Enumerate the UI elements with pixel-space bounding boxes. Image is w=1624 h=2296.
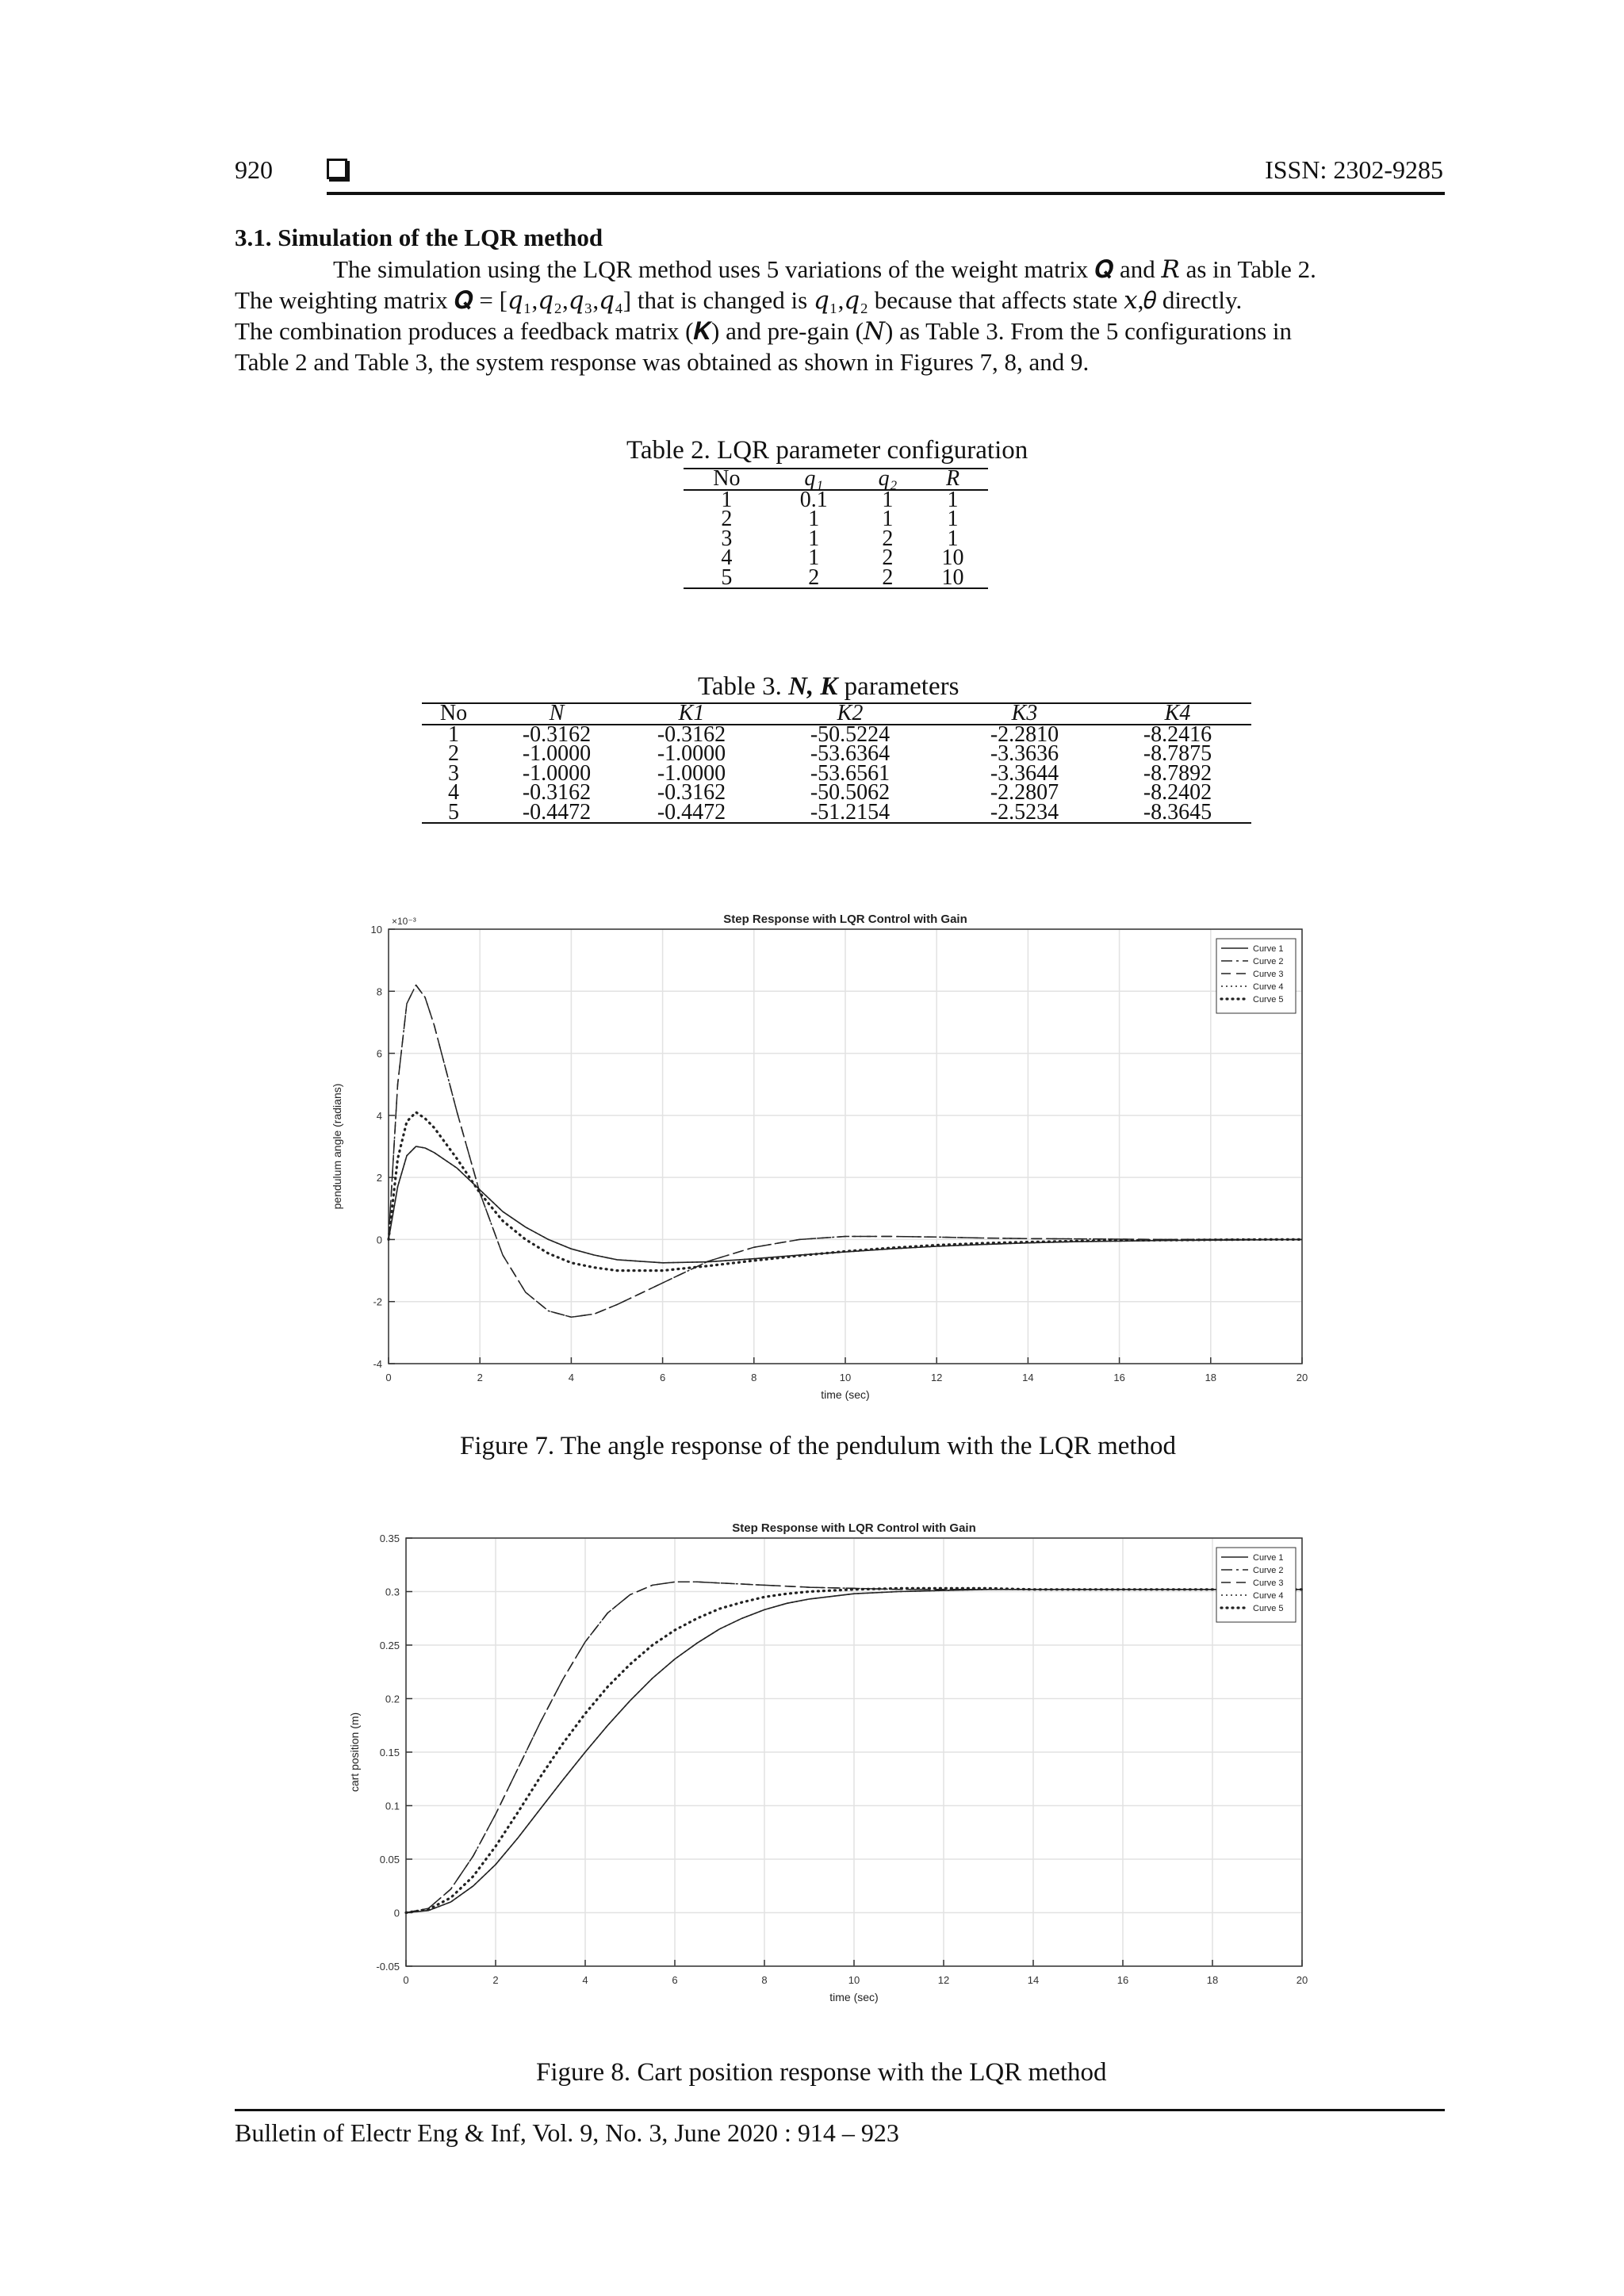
table3-cell: -1.0000 bbox=[657, 760, 726, 786]
y-tick-label: 0.05 bbox=[379, 1854, 400, 1866]
table3-cell: -3.3644 bbox=[990, 760, 1059, 786]
table3-caption-prefix: Table 3. bbox=[698, 672, 789, 701]
footer-rule bbox=[235, 2109, 1445, 2111]
table3-caption bbox=[698, 672, 959, 702]
legend-label: Curve 4 bbox=[1253, 1591, 1284, 1601]
y-tick-label: 2 bbox=[376, 1172, 382, 1184]
table3-cell: -0.3162 bbox=[522, 721, 592, 747]
table3-header: K1 bbox=[678, 701, 705, 726]
table2-header: q₂ bbox=[878, 466, 898, 492]
table2-cell: 2 bbox=[721, 507, 733, 532]
page-number: 920 bbox=[235, 155, 273, 184]
y-tick-label: 0.15 bbox=[379, 1747, 400, 1758]
legend-label: Curve 4 bbox=[1253, 982, 1284, 992]
table3-cell: -0.3162 bbox=[657, 780, 726, 806]
table3-cell: -8.3645 bbox=[1143, 799, 1212, 825]
x-tick-label: 10 bbox=[839, 1372, 852, 1383]
table2-cell: 1 bbox=[947, 507, 959, 532]
y-tick-label: 0.35 bbox=[379, 1533, 400, 1544]
body-line: Table 2 and Table 3, the system response was obtained as shown in Figures 7, 8, and 9. bbox=[235, 348, 1090, 376]
x-tick-label: 2 bbox=[492, 1974, 499, 1986]
table3-cell: 5 bbox=[448, 799, 459, 825]
x-tick-label: 10 bbox=[848, 1974, 860, 1986]
x-tick-label: 4 bbox=[568, 1372, 575, 1383]
x-tick-label: 14 bbox=[1027, 1974, 1040, 1986]
y-axis-label: cart position (m) bbox=[348, 1712, 361, 1793]
y-tick-label: 0.2 bbox=[385, 1693, 400, 1705]
table3-cell: -0.4472 bbox=[657, 799, 726, 825]
table2-header: q₁ bbox=[804, 466, 824, 492]
x-tick-label: 12 bbox=[930, 1372, 943, 1383]
issn: ISSN: 2302-9285 bbox=[1265, 155, 1443, 184]
table3-cell: -8.2402 bbox=[1143, 780, 1212, 806]
figure8-chart bbox=[333, 1506, 1324, 2022]
table2-cell: 1 bbox=[808, 507, 820, 532]
table3-cell: -53.6561 bbox=[810, 760, 891, 786]
body-paragraph bbox=[235, 254, 1445, 377]
figure8-caption: Figure 8. Cart position response with the LQR method bbox=[536, 2058, 1107, 2087]
chart-title: Step Response with LQR Control with Gain bbox=[732, 1521, 976, 1535]
table2-cell: 4 bbox=[721, 545, 733, 571]
table3-cell: -50.5062 bbox=[810, 780, 891, 806]
legend-label: Curve 5 bbox=[1253, 995, 1284, 1004]
table3-cell: 4 bbox=[448, 780, 459, 806]
x-tick-label: 16 bbox=[1113, 1372, 1125, 1383]
table3-header: N bbox=[549, 701, 565, 726]
table3 bbox=[422, 702, 1251, 824]
table2-row bbox=[684, 568, 988, 589]
x-tick-label: 14 bbox=[1022, 1372, 1034, 1383]
x-axis-label: time (sec) bbox=[829, 1991, 879, 2003]
x-tick-label: 18 bbox=[1206, 1974, 1219, 1986]
table3-header: No bbox=[439, 701, 468, 726]
table3-cell: 1 bbox=[448, 721, 459, 747]
table2-cell: 1 bbox=[721, 487, 733, 512]
table3-cell: -2.2810 bbox=[990, 721, 1059, 747]
y-tick-label: 0.25 bbox=[379, 1640, 400, 1651]
legend-label: Curve 1 bbox=[1253, 944, 1284, 954]
table3-cell: -8.7892 bbox=[1143, 760, 1212, 786]
table3-cell: -0.3162 bbox=[657, 721, 726, 747]
x-tick-label: 0 bbox=[385, 1372, 392, 1383]
table3-cell: -51.2154 bbox=[810, 799, 891, 825]
table3-cell: -2.5234 bbox=[990, 799, 1059, 825]
y-tick-label: 0.1 bbox=[385, 1800, 400, 1812]
legend-label: Curve 2 bbox=[1253, 1566, 1284, 1575]
x-tick-label: 8 bbox=[751, 1372, 757, 1383]
y-tick-label: 0.3 bbox=[385, 1586, 400, 1598]
table3-cell: -3.3636 bbox=[990, 741, 1059, 767]
table3-cell: -53.6364 bbox=[810, 741, 891, 767]
table2 bbox=[684, 468, 988, 589]
table2-cell: 1 bbox=[808, 526, 820, 551]
x-tick-label: 0 bbox=[403, 1974, 409, 1986]
table3-caption-suffix: parameters bbox=[837, 672, 959, 701]
table3-header: K3 bbox=[1011, 701, 1038, 726]
table3-cell: -1.0000 bbox=[657, 741, 726, 767]
legend-label: Curve 3 bbox=[1253, 1578, 1284, 1588]
table3-cell: -2.2807 bbox=[990, 780, 1059, 806]
table2-cell: 2 bbox=[882, 564, 894, 590]
legend-label: Curve 5 bbox=[1253, 1604, 1284, 1613]
table3-cell: -8.7875 bbox=[1143, 741, 1212, 767]
table2-cell: 2 bbox=[882, 545, 894, 571]
table3-cell: -1.0000 bbox=[522, 760, 592, 786]
y-tick-label: -0.05 bbox=[376, 1961, 400, 1973]
header-rule bbox=[327, 192, 1445, 195]
table2-caption: Table 2. LQR parameter configuration bbox=[626, 436, 1028, 465]
body-line: The simulation using the LQR method uses 5 variations of the weight matrix 𝑸 and 𝑅 as in Table 2. bbox=[333, 255, 1316, 283]
x-tick-label: 12 bbox=[937, 1974, 950, 1986]
figure7-chart bbox=[333, 904, 1324, 1411]
table2-cell: 10 bbox=[941, 564, 964, 590]
figure7-caption: Figure 7. The angle response of the pendulum with the LQR method bbox=[460, 1432, 1177, 1460]
y-tick-label: 8 bbox=[376, 985, 382, 998]
table2-cell: 1 bbox=[947, 487, 959, 512]
table3-cell: -50.5224 bbox=[810, 721, 891, 747]
table2-cell: 1 bbox=[882, 507, 894, 532]
table2-cell: 2 bbox=[882, 526, 894, 551]
table3-cell: -1.0000 bbox=[522, 741, 592, 767]
x-tick-label: 18 bbox=[1205, 1372, 1217, 1383]
table3-header: K2 bbox=[837, 701, 864, 726]
table3-header: K4 bbox=[1164, 701, 1191, 726]
y-axis-label: pendulum angle (radians) bbox=[331, 1083, 343, 1210]
table2-cell: 0.1 bbox=[799, 487, 828, 512]
legend-label: Curve 2 bbox=[1253, 957, 1284, 966]
footer-citation: Bulletin of Electr Eng & Inf, Vol. 9, No. 3, June 2020 : 914 – 923 bbox=[235, 2118, 899, 2147]
x-axis-label: time (sec) bbox=[821, 1388, 870, 1401]
x-tick-label: 8 bbox=[761, 1974, 768, 1986]
y-tick-label: 0 bbox=[393, 1907, 400, 1919]
legend-label: Curve 1 bbox=[1253, 1553, 1284, 1563]
y-tick-label: -4 bbox=[373, 1358, 382, 1370]
table2-cell: 3 bbox=[721, 526, 733, 551]
x-tick-label: 6 bbox=[672, 1974, 678, 1986]
table3-cell: 2 bbox=[448, 741, 459, 767]
table2-cell: 1 bbox=[882, 487, 894, 512]
chart-title: Step Response with LQR Control with Gain bbox=[723, 913, 967, 926]
table2-cell: 5 bbox=[721, 564, 733, 590]
section-title: 3.1. Simulation of the LQR method bbox=[235, 224, 603, 251]
x-tick-label: 16 bbox=[1116, 1974, 1129, 1986]
y-multiplier-label: ×10⁻³ bbox=[392, 916, 416, 927]
table3-cell: -0.4472 bbox=[522, 799, 592, 825]
legend-label: Curve 3 bbox=[1253, 970, 1284, 979]
table2-header: No bbox=[713, 466, 741, 492]
checkbox-glyph-icon bbox=[327, 159, 347, 179]
x-tick-label: 2 bbox=[477, 1372, 483, 1383]
y-tick-label: -2 bbox=[373, 1295, 382, 1308]
table3-cell: -0.3162 bbox=[522, 780, 592, 806]
table2-cell: 1 bbox=[947, 526, 959, 551]
body-line: The combination produces a feedback matrix (𝑲) and pre-gain (𝑁) as Table 3. From the 5 configurations in bbox=[235, 317, 1293, 345]
table3-caption-math: N, K bbox=[788, 672, 838, 701]
x-tick-label: 6 bbox=[659, 1372, 666, 1383]
body-line: The weighting matrix 𝑸 = [𝑞₁,𝑞₂,𝑞₃,𝑞₄] that is changed is 𝑞₁,𝑞₂ because that affects state 𝑥,𝜃 directly. bbox=[235, 286, 1243, 314]
table3-row bbox=[422, 803, 1251, 824]
y-tick-label: 6 bbox=[376, 1047, 382, 1060]
x-tick-label: 20 bbox=[1296, 1974, 1308, 1986]
y-tick-label: 0 bbox=[376, 1234, 382, 1246]
table2-header: R bbox=[945, 466, 960, 492]
x-tick-label: 4 bbox=[582, 1974, 588, 1986]
table3-cell: -8.2416 bbox=[1143, 721, 1212, 747]
y-tick-label: 4 bbox=[376, 1109, 382, 1122]
y-tick-label: 10 bbox=[370, 924, 382, 936]
x-tick-label: 20 bbox=[1296, 1372, 1308, 1383]
table2-cell: 2 bbox=[808, 564, 820, 590]
table2-cell: 1 bbox=[808, 545, 820, 571]
table3-cell: 3 bbox=[448, 760, 459, 786]
table2-cell: 10 bbox=[941, 545, 964, 571]
